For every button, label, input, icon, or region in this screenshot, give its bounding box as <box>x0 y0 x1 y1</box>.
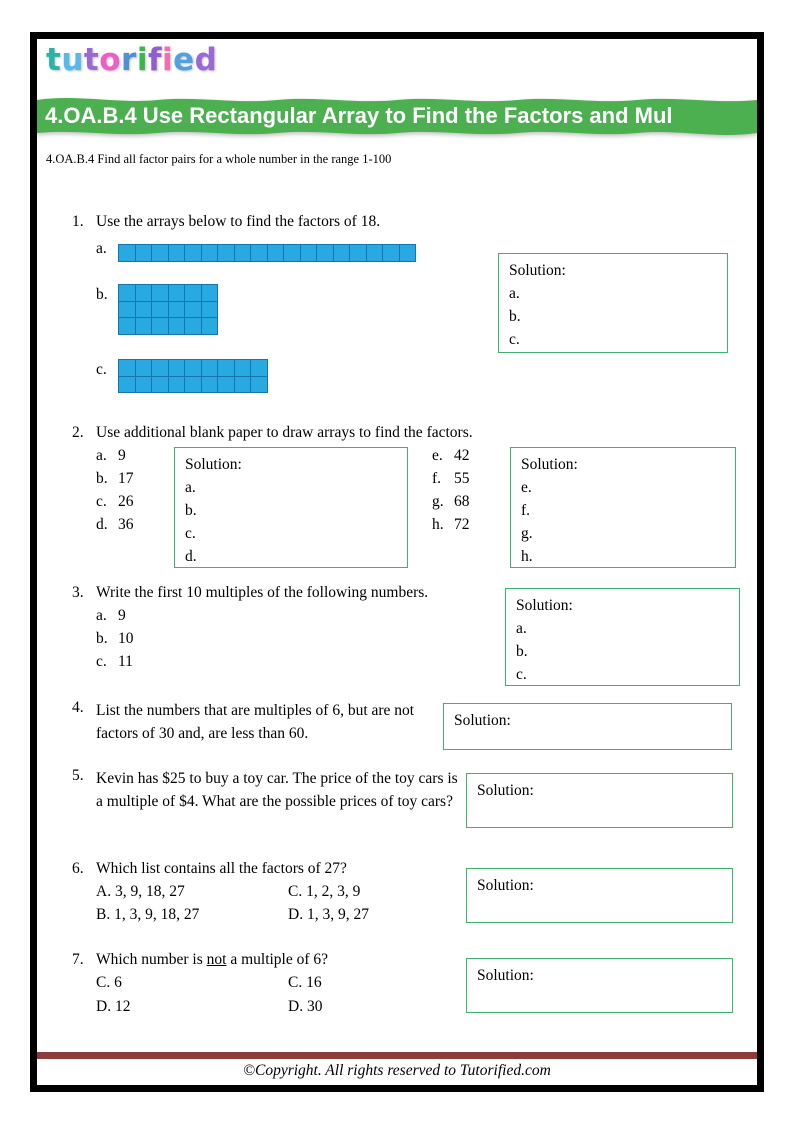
array-cell <box>119 360 135 376</box>
answer-option: C. 16 <box>288 974 322 991</box>
question-text-underlined: not <box>206 951 227 968</box>
question-1 <box>72 213 380 231</box>
array-cell <box>136 360 152 376</box>
array-cell <box>334 245 350 261</box>
logo-letter: t <box>83 42 100 78</box>
logo-letter: i <box>161 42 174 78</box>
list-item <box>96 516 134 534</box>
solution-line: a. <box>185 479 196 496</box>
array-b <box>118 284 218 335</box>
page-title: 4.OA.B.4 Use Rectangular Array to Find the Factors and Mul <box>45 103 673 128</box>
item-value: 26 <box>118 493 134 510</box>
solution-box-q3 <box>505 588 740 686</box>
solution-line: c. <box>509 331 520 348</box>
question-2 <box>72 424 473 442</box>
solution-box-q2-right <box>510 447 736 568</box>
array-cell <box>367 245 383 261</box>
question-text: Which list contains all the factors of 27? <box>96 860 347 877</box>
array-cell <box>251 360 267 376</box>
item-label: h. <box>432 516 444 533</box>
question-text: Write the first 10 multiples of the following numbers. <box>96 584 429 601</box>
array-cell <box>218 377 234 393</box>
question-number: 5. <box>72 767 84 784</box>
answer-option: B. 1, 3, 9, 18, 27 <box>96 906 200 923</box>
question-text-prefix: Which number is <box>96 951 207 968</box>
logo-letter: r <box>121 42 137 78</box>
array-cell <box>119 245 135 261</box>
array-label-c: c. <box>96 361 107 378</box>
solution-title: Solution: <box>509 262 566 279</box>
array-cell <box>119 285 135 301</box>
logo-letter: u <box>61 42 84 78</box>
array-cell <box>185 360 201 376</box>
array-cell <box>235 245 251 261</box>
array-cell <box>202 377 218 393</box>
list-item <box>96 653 133 671</box>
list-item <box>96 470 134 488</box>
array-cell <box>185 377 201 393</box>
array-cell <box>169 377 185 393</box>
array-cell <box>235 360 251 376</box>
question-number: 7. <box>72 951 84 968</box>
question-text: Use the arrays below to find the factors of 18. <box>96 213 381 230</box>
list-item <box>96 630 134 648</box>
logo-letter: f <box>147 42 162 78</box>
array-cell <box>218 360 234 376</box>
array-cell <box>185 245 201 261</box>
array-cell <box>251 377 267 393</box>
solution-title: Solution: <box>521 456 578 473</box>
solution-title: Solution: <box>516 597 573 614</box>
solution-line: b. <box>185 502 197 519</box>
solution-line: b. <box>509 308 521 325</box>
item-label: e. <box>432 447 443 464</box>
array-cell <box>152 360 168 376</box>
array-cell <box>251 245 267 261</box>
solution-line: h. <box>521 548 533 565</box>
question-5-text: Kevin has $25 to buy a toy car. The price of the toy cars is a multiple of $4. What are the possible prices of toy cars? <box>96 770 458 810</box>
array-cell <box>169 245 185 261</box>
answer-option: C. 6 <box>96 974 122 991</box>
item-value: 9 <box>118 607 126 624</box>
array-cell <box>301 245 317 261</box>
array-cell <box>136 245 152 261</box>
solution-title: Solution: <box>477 782 534 799</box>
array-cell <box>218 245 234 261</box>
array-cell <box>119 318 135 334</box>
item-label: b. <box>96 630 108 647</box>
answer-option: D. 30 <box>288 998 323 1015</box>
list-item <box>96 493 134 511</box>
answer-option: A. 3, 9, 18, 27 <box>96 883 185 900</box>
array-cell <box>202 285 218 301</box>
array-cell <box>317 245 333 261</box>
array-cell <box>136 302 152 318</box>
item-label: g. <box>432 493 444 510</box>
array-cell <box>152 318 168 334</box>
item-value: 72 <box>454 516 470 533</box>
array-cell <box>152 285 168 301</box>
array-label-b: b. <box>96 286 108 303</box>
array-cell <box>152 302 168 318</box>
array-cell <box>136 318 152 334</box>
array-cell <box>169 302 185 318</box>
solution-box-q6 <box>466 868 733 923</box>
logo-letter: o <box>99 42 122 78</box>
copyright-text: ©Copyright. All rights reserved to Tutorified.com <box>243 1062 551 1079</box>
item-label: a. <box>96 447 107 464</box>
question-7 <box>72 951 328 969</box>
solution-box-q4 <box>443 703 732 750</box>
item-value: 36 <box>118 516 134 533</box>
logo-letter: d <box>194 42 218 78</box>
array-a <box>118 244 416 262</box>
solution-line: f. <box>521 502 531 519</box>
array-cell <box>136 285 152 301</box>
solution-line: e. <box>521 479 532 496</box>
array-cell <box>136 377 152 393</box>
array-cell <box>350 245 366 261</box>
array-cell <box>152 377 168 393</box>
list-item <box>96 447 126 465</box>
footer-divider-bar <box>37 1052 757 1059</box>
question-number: 1. <box>72 213 84 230</box>
list-item <box>432 493 470 511</box>
array-cell <box>169 318 185 334</box>
item-value: 11 <box>118 653 133 670</box>
item-value: 55 <box>454 470 470 487</box>
item-value: 17 <box>118 470 134 487</box>
array-label-a: a. <box>96 240 107 257</box>
solution-box-q1 <box>498 253 728 353</box>
array-cell <box>400 245 416 261</box>
solution-line: c. <box>185 525 196 542</box>
logo-letter: t <box>46 42 62 78</box>
solution-title: Solution: <box>454 712 511 729</box>
array-cell <box>185 285 201 301</box>
array-cell <box>383 245 399 261</box>
solution-line: c. <box>516 666 527 683</box>
solution-line: a. <box>509 285 520 302</box>
array-cell <box>119 377 135 393</box>
question-number: 4. <box>72 699 84 716</box>
array-cell <box>185 318 201 334</box>
item-label: b. <box>96 470 108 487</box>
question-number: 6. <box>72 860 84 877</box>
solution-title: Solution: <box>185 456 242 473</box>
array-cell <box>268 245 284 261</box>
solution-title: Solution: <box>477 877 534 894</box>
answer-option: D. 12 <box>96 998 131 1015</box>
array-cell <box>202 360 218 376</box>
item-label: a. <box>96 607 107 624</box>
answer-option: D. 1, 3, 9, 27 <box>288 906 369 923</box>
item-label: d. <box>96 516 108 533</box>
item-label: c. <box>96 493 107 510</box>
question-text-suffix: a multiple of 6? <box>226 951 329 968</box>
logo <box>46 42 217 78</box>
list-item <box>432 516 470 534</box>
logo-letter: e <box>173 42 195 78</box>
solution-title: Solution: <box>477 967 534 984</box>
question-4-text: List the numbers that are multiples of 6, but are not factors of 30 and, are less than 60. <box>96 702 415 742</box>
array-cell <box>202 302 218 318</box>
list-item <box>96 607 126 625</box>
solution-line: a. <box>516 620 527 637</box>
answer-option: C. 1, 2, 3, 9 <box>288 883 361 900</box>
solution-line: d. <box>185 548 197 565</box>
list-item <box>432 447 470 465</box>
array-cell <box>185 302 201 318</box>
list-item <box>432 470 470 488</box>
solution-box-q7 <box>466 958 733 1013</box>
question-6 <box>72 860 347 878</box>
array-cell <box>152 245 168 261</box>
solution-box-q5 <box>466 773 733 828</box>
item-label: f. <box>432 470 442 487</box>
solution-box-q2-left <box>174 447 408 568</box>
array-cell <box>202 318 218 334</box>
array-cell <box>202 245 218 261</box>
array-cell <box>169 360 185 376</box>
logo-letter: i <box>136 42 148 78</box>
question-number: 2. <box>72 424 84 441</box>
array-c <box>118 359 268 393</box>
array-cell <box>235 377 251 393</box>
item-value: 42 <box>454 447 470 464</box>
item-value: 10 <box>118 630 134 647</box>
standard-subtitle: 4.OA.B.4 Find all factor pairs for a whole number in the range 1-100 <box>46 152 392 166</box>
item-value: 9 <box>118 447 126 464</box>
solution-line: b. <box>516 643 528 660</box>
title-banner <box>37 91 757 141</box>
array-cell <box>284 245 300 261</box>
question-3 <box>72 584 428 602</box>
array-cell <box>169 285 185 301</box>
solution-line: g. <box>521 525 533 542</box>
item-value: 68 <box>454 493 470 510</box>
array-cell <box>119 302 135 318</box>
question-number: 3. <box>72 584 84 601</box>
question-text: Use additional blank paper to draw arrays to find the factors. <box>96 424 473 441</box>
item-label: c. <box>96 653 107 670</box>
